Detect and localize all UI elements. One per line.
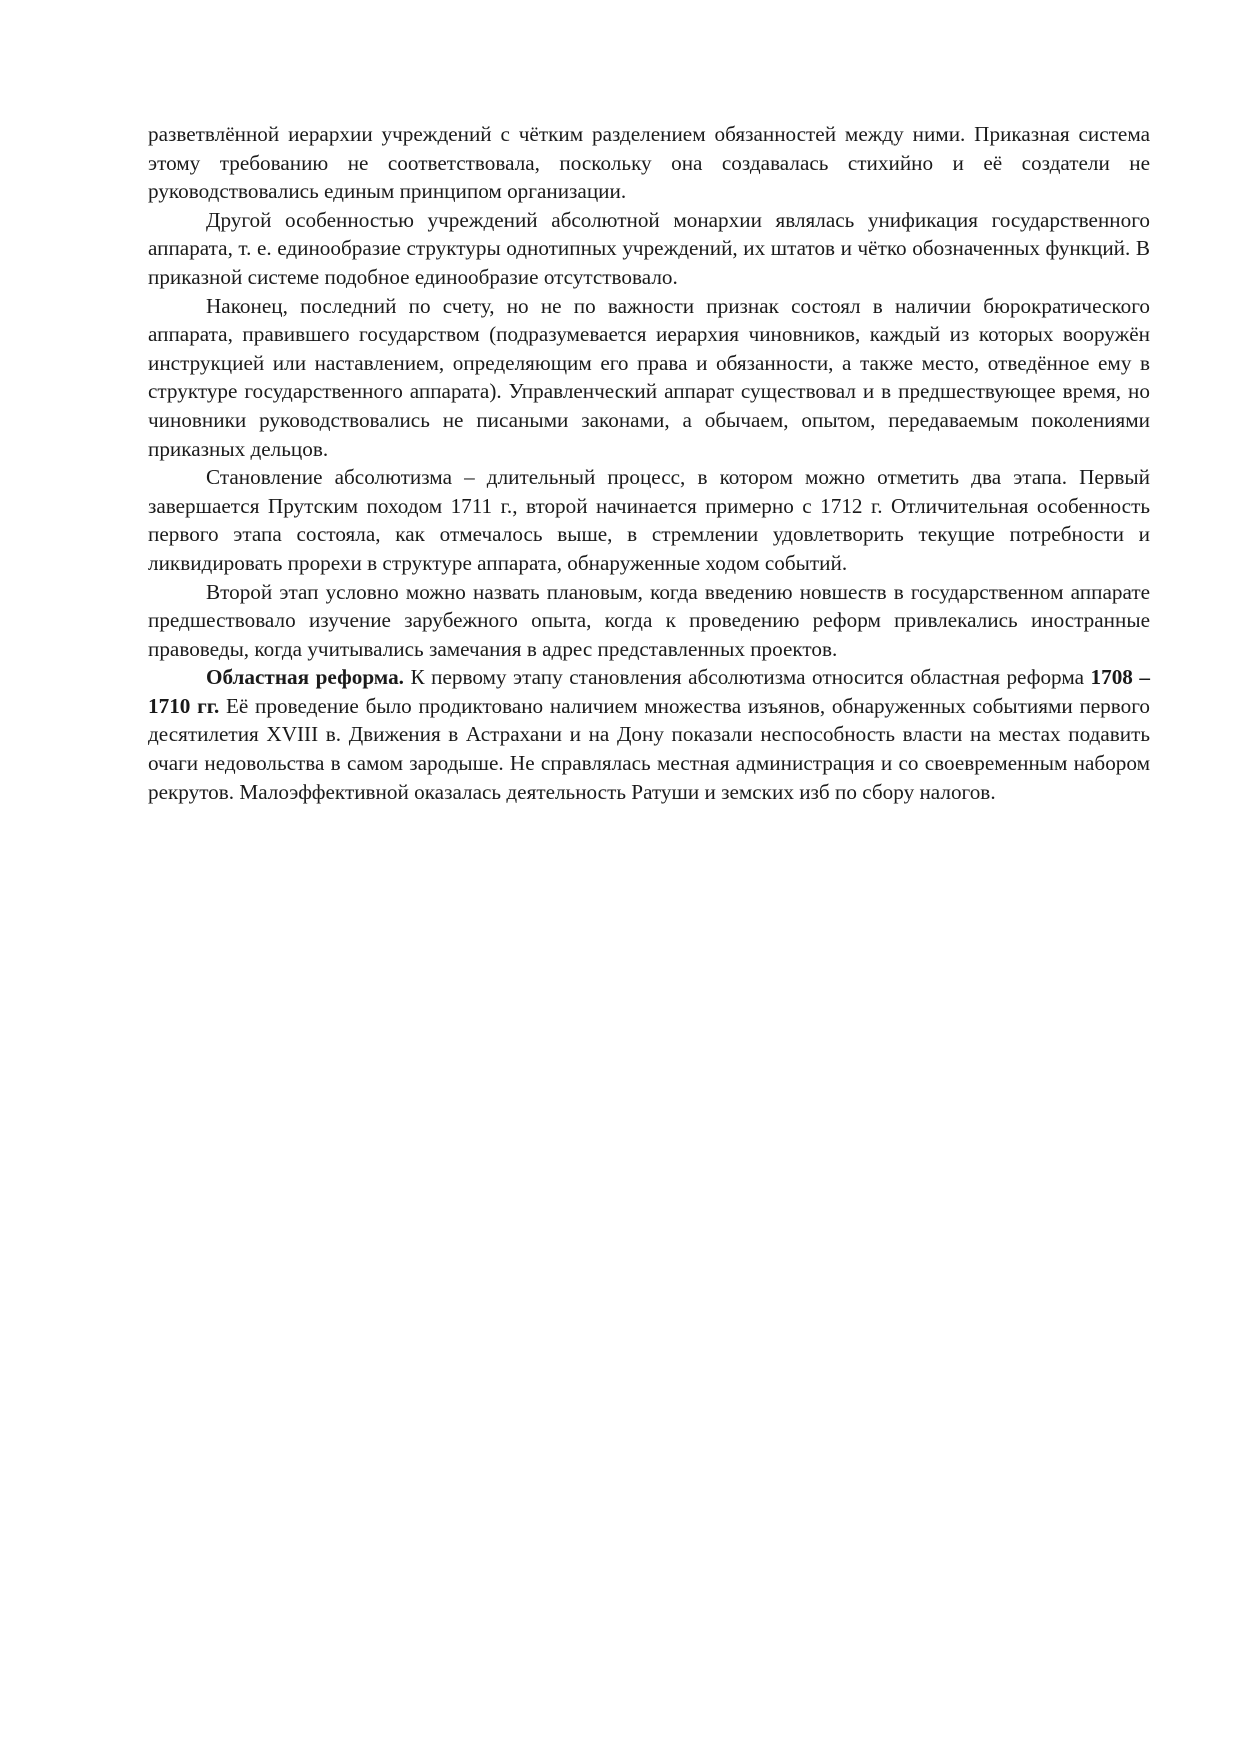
reform-dates: 1708 – 1710 гг. [148,665,1150,718]
paragraph-6-text-b: Её проведение было продиктовано наличием множества изъянов, обнаруженных событиями первого десятилетия XVIII в. Движения в Астрахани и на Дону показали неспособность власти на местах подавить очаги недовольства в самом зародыше. Не справлялась местная администрация и со своевременным набором рекрутов. Малоэффективной оказалась деятельность Ратуши и земских изб по сбору налогов. [148,693,1150,804]
paragraph-2: Другой особенностью учреждений абсолютной монархии являлась унификация государственного аппарата, т. е. единообразие структуры однотипных учреждений, их штатов и чётко обозначенных функций. В приказной системе подобное единообразие отсутствовало. [148,207,1150,289]
section-heading: Областная реформа. [206,665,404,690]
paragraph-4: Становление абсолютизма – длительный процесс, в котором можно отметить два этапа. Первый завершается Прутским походом 1711 г., второй начинается примерно с 1712 г. Отличительная особенность первого этапа состояла, как отмечалось выше, в стремлении удовлетворить текущие потребности и ликвидировать прорехи в структуре аппарата, обнаруженные ходом событий. [148,465,1150,575]
paragraph-5: Второй этап условно можно назвать плановым, когда введению новшеств в государственном аппарате предшествовало изучение зарубежного опыта, когда к проведению реформ привлекались иностранные правоведы, когда учитывались замечания в адрес представленных проектов. [148,579,1150,661]
document-body [148,120,1150,806]
paragraph-6-text-a: К первому этапу становления абсолютизма относится областная реформа [403,665,1091,690]
paragraph-6 [148,663,1150,806]
paragraph-3: Наконец, последний по счету, но не по важности признак состоял в наличии бюрократического аппарата, правившего государством (подразумевается иерархия чиновников, каждый из которых вооружён инструкцией или наставлением, определяющим его права и обязанности, а также место, отведённое ему в структуре государственного аппарата). Управленческий аппарат существовал и в предшествующее время, но чиновники руководствовались не писаными законами, а обычаем, опытом, передаваемым поколениями приказных дельцов. [148,293,1150,461]
paragraph-1: разветвлённой иерархии учреждений с чётким разделением обязанностей между ними. Приказная система этому требованию не соответствовала, поскольку она создавалась стихийно и её создатели не руководствовались единым принципом организации. [148,122,1150,204]
